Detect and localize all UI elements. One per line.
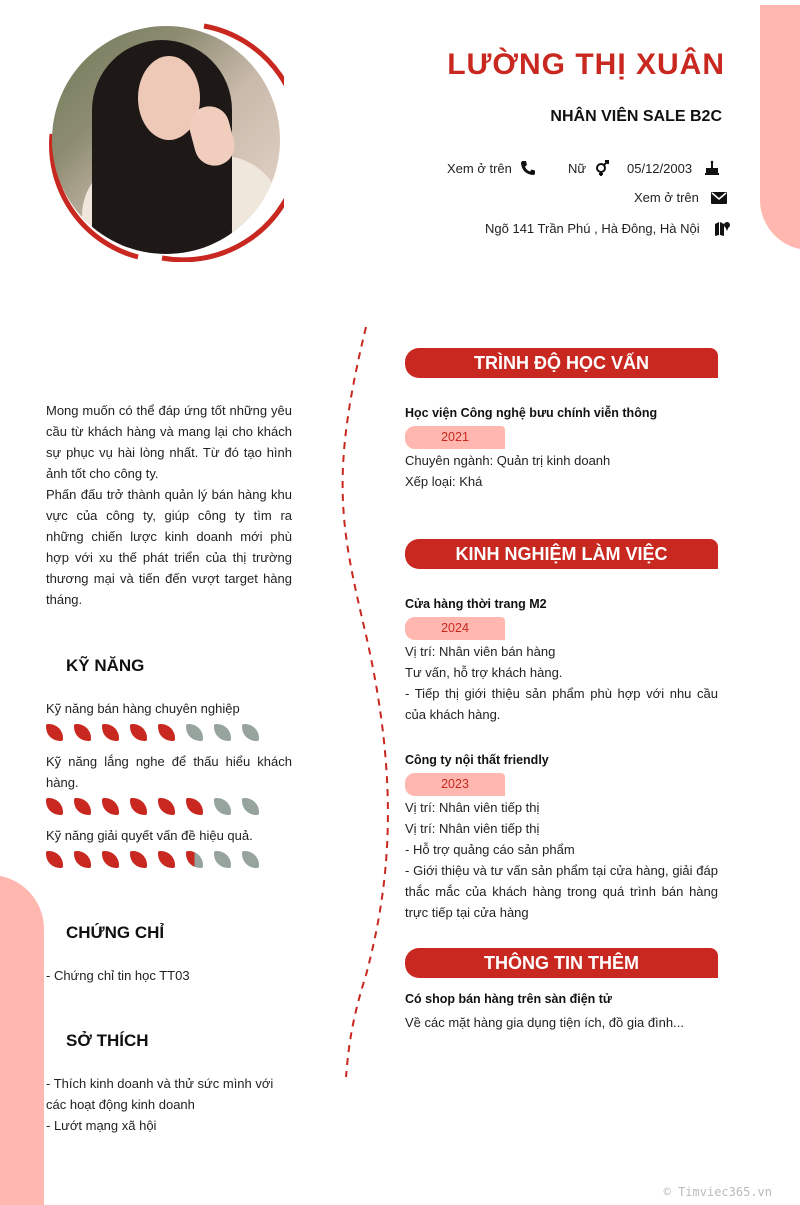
skill-level-leaf	[186, 851, 203, 868]
job-details	[405, 797, 718, 923]
skill-level-leaf	[102, 798, 119, 815]
skill-level-leaf	[102, 851, 119, 868]
education-year: 2021	[405, 426, 505, 449]
skill-level-leaf	[74, 724, 91, 741]
skill-level-leaf	[186, 798, 203, 815]
education-title: TRÌNH ĐỘ HỌC VẤN	[405, 348, 718, 378]
skill-level-leaf	[46, 724, 63, 741]
skill-level-leaf	[130, 724, 147, 741]
phone-icon	[520, 160, 536, 176]
skill-level-leaf	[242, 798, 259, 815]
job-line: Tư vấn, hỗ trợ khách hàng.	[405, 665, 563, 680]
skills-title: KỸ NĂNG	[66, 656, 145, 675]
experience-title: KINH NGHIỆM LÀM VIỆC	[405, 539, 718, 569]
address-info	[485, 220, 730, 236]
skill-level-leaf	[158, 724, 175, 741]
envelope-icon	[711, 192, 727, 204]
job-line: Vị trí: Nhân viên bán hàng	[405, 644, 556, 659]
address-text: Ngõ 141 Trần Phú , Hà Đông, Hà Nội	[485, 220, 700, 236]
extra-heading: Có shop bán hàng trên sàn điện tử	[405, 992, 612, 1006]
job-line: Vị trí: Nhân viên tiếp thị	[405, 821, 540, 836]
phone-info	[447, 160, 536, 176]
gender-text: Nữ	[568, 160, 587, 176]
certificates-title: CHỨNG CHỈ	[66, 923, 165, 942]
job-line: - Tiếp thị giới thiệu sản phẩm phù hợp với nhu cầu của khách hàng.	[405, 686, 718, 722]
phone-text: Xem ở trên	[447, 160, 512, 176]
corner-decoration-top	[760, 5, 800, 250]
skill-name: Kỹ năng bán hàng chuyên nghiệp	[46, 701, 240, 716]
dashed-divider	[330, 325, 400, 1080]
birthday-text: 05/12/2003	[627, 160, 693, 176]
gender-icon	[594, 160, 610, 176]
skill-level-leaf	[102, 724, 119, 741]
skill-level-leaf	[214, 798, 231, 815]
job-title: NHÂN VIÊN SALE B2C	[550, 108, 722, 125]
company-name: Công ty nội thất friendly	[405, 753, 549, 767]
birthday-cake-icon	[704, 160, 720, 176]
email-info	[634, 190, 727, 205]
company-name: Cửa hàng thời trang M2	[405, 597, 547, 611]
career-objective	[46, 400, 292, 610]
education-details	[405, 450, 718, 492]
skill-level-leaf	[214, 851, 231, 868]
map-marker-icon	[714, 220, 730, 236]
extra-text: Về các mặt hàng gia dụng tiện ích, đồ gia đình...	[405, 1015, 684, 1030]
corner-decoration-bottom	[0, 875, 44, 1205]
skill-level-leaf	[130, 798, 147, 815]
objective-paragraph: Phấn đấu trở thành quản lý bán hàng khu vực của công ty, giúp công ty tìm ra những chiến lược kinh doanh mới phù hợp với xu thế phát triển của thị trường thương mại và tiến đến vượt target hàng tháng.	[46, 487, 292, 607]
skill-name: Kỹ năng lắng nghe để thấu hiểu khách hàng.	[46, 754, 292, 790]
skill-level-leaf	[242, 851, 259, 868]
job-line: - Hỗ trợ quảng cáo sản phẩm	[405, 842, 575, 857]
email-text: Xem ở trên	[634, 190, 699, 205]
skill-level-leaf	[158, 798, 175, 815]
hobby-item: - Lướt mạng xã hội	[46, 1118, 157, 1133]
birthday-info	[627, 160, 720, 176]
hobbies-title: SỞ THÍCH	[66, 1031, 149, 1050]
skill-level-leaf	[186, 724, 203, 741]
job-line: - Giới thiệu và tư vấn sản phẩm tại cửa hàng, giải đáp thắc mắc của khách hàng trong quá trình bán hàng trực tiếp tại cửa hàng	[405, 863, 718, 920]
avatar	[52, 26, 280, 254]
skill-level-leaf	[46, 798, 63, 815]
education-line: Xếp loại: Khá	[405, 474, 483, 489]
skill-level-leaf	[214, 724, 231, 741]
job-year: 2023	[405, 773, 505, 796]
skill-level-leaf	[74, 798, 91, 815]
candidate-name: LƯỜNG THỊ XUÂN	[447, 48, 725, 81]
hobbies-list	[46, 1073, 296, 1136]
job-line: Vị trí: Nhân viên tiếp thị	[405, 800, 540, 815]
skill-rating	[46, 724, 259, 741]
skill-level-leaf	[130, 851, 147, 868]
skill-level-leaf	[158, 851, 175, 868]
skill-name: Kỹ năng giải quyết vấn đề hiệu quả.	[46, 828, 253, 843]
footer-watermark: © Timviec365.vn	[663, 1185, 772, 1199]
skill-rating	[46, 851, 259, 868]
gender-info	[568, 160, 610, 176]
extra-info-title: THÔNG TIN THÊM	[405, 948, 718, 978]
education-line: Chuyên ngành: Quản trị kinh doanh	[405, 453, 611, 468]
skill-level-leaf	[74, 851, 91, 868]
skill-level-leaf	[46, 851, 63, 868]
skill-level-leaf	[242, 724, 259, 741]
certificate-item: - Chứng chỉ tin học TT03	[46, 968, 190, 983]
hobby-item: - Thích kinh doanh và thử sức mình với các hoạt động kinh doanh	[46, 1076, 274, 1112]
skill-rating	[46, 798, 259, 815]
objective-paragraph: Mong muốn có thể đáp ứng tốt những yêu cầu từ khách hàng và mang lại cho khách sự phục vụ hài lòng nhất. Từ đó tạo hình ảnh tốt cho công ty.	[46, 403, 292, 481]
job-year: 2024	[405, 617, 505, 640]
job-details	[405, 641, 718, 725]
school-name: Học viện Công nghệ bưu chính viễn thông	[405, 406, 658, 420]
